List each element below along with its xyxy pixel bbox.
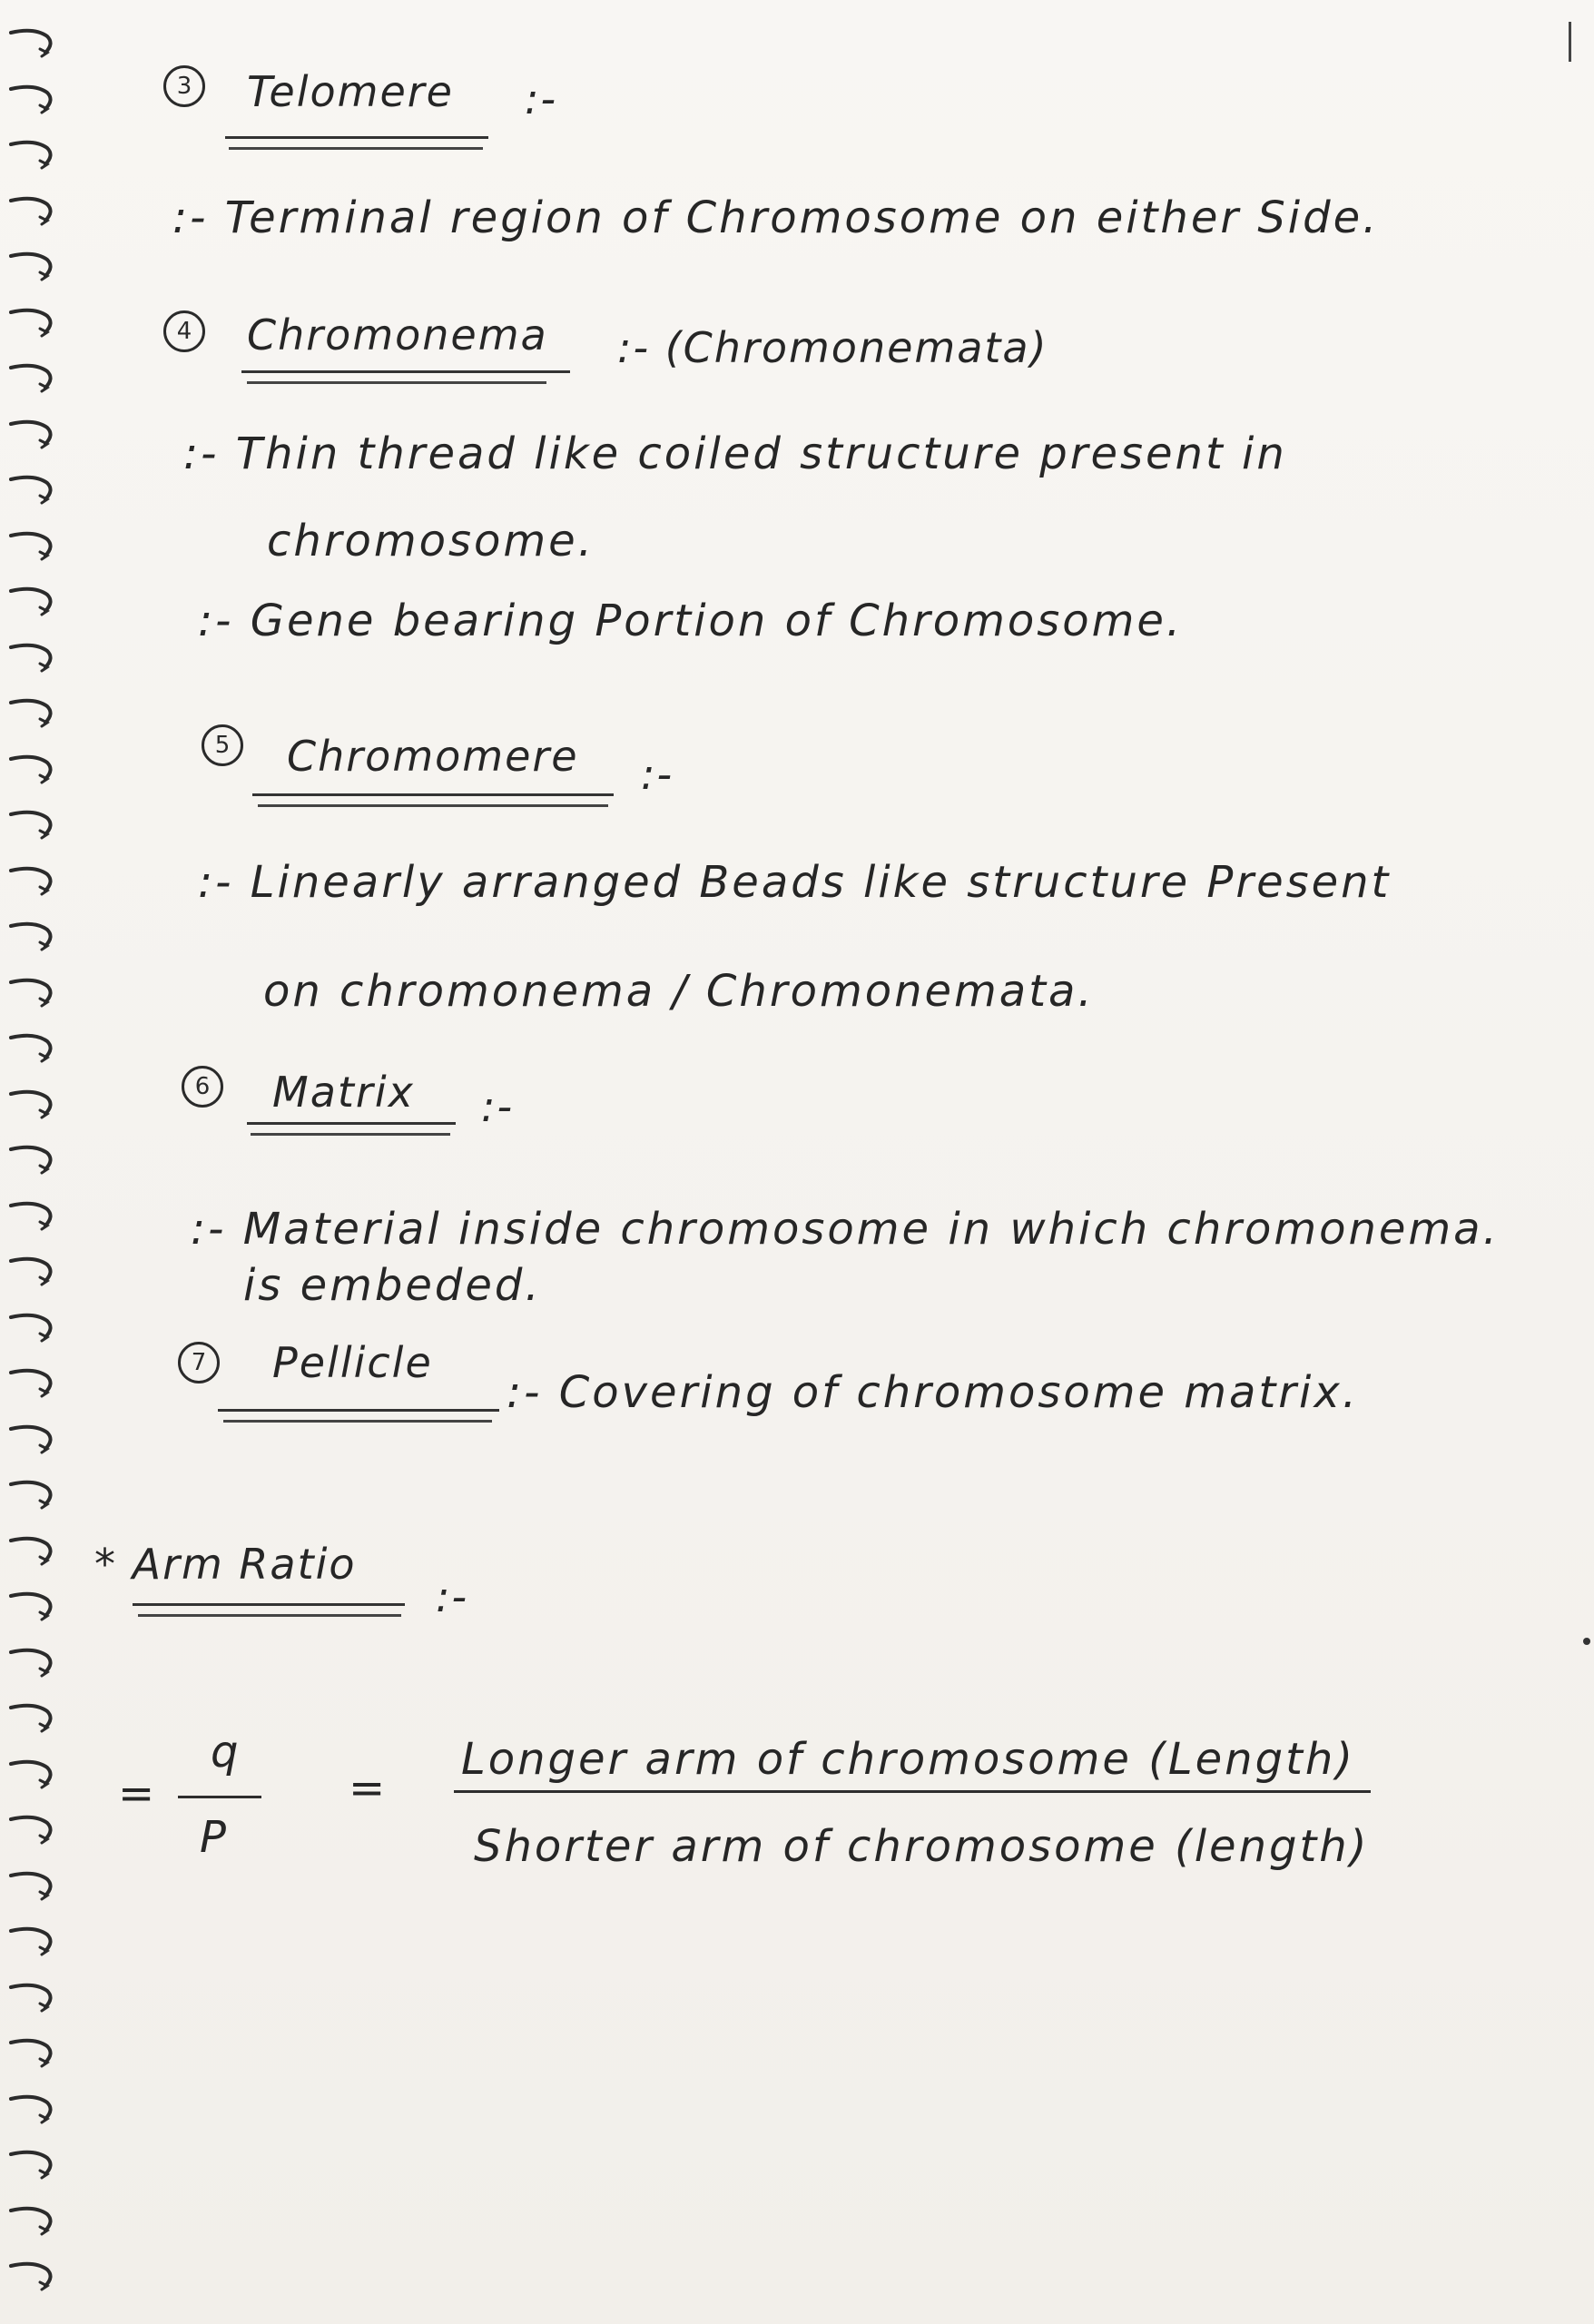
binding-ring — [7, 139, 58, 170]
item-number-badge: 6 — [182, 1066, 223, 1108]
chromonema-heading: Chromonema — [247, 310, 548, 359]
matrix-separator: :- — [481, 1082, 515, 1131]
heading-underline — [247, 1122, 456, 1125]
binding-ring — [7, 1758, 58, 1789]
binding-ring — [7, 1870, 58, 1901]
binding-ring — [7, 530, 58, 561]
telomere-definition: :- Terminal region of Chromosome on either Side. — [172, 192, 1380, 243]
binding-ring — [7, 1256, 58, 1286]
binding-ring — [7, 586, 58, 616]
binding-ring — [7, 1423, 58, 1454]
binding-ring — [7, 1590, 58, 1621]
binding-ring — [7, 921, 58, 951]
telomere-heading: Telomere — [247, 67, 454, 116]
binding-ring — [7, 1479, 58, 1510]
binding-ring — [7, 27, 58, 58]
binding-ring — [7, 419, 58, 449]
binding-ring — [7, 195, 58, 226]
binding-ring — [7, 697, 58, 728]
pen-dot — [1583, 1638, 1590, 1645]
binding-ring — [7, 1312, 58, 1343]
chromonema-separator: :- (Chromonemata) — [617, 323, 1048, 372]
binding-ring — [7, 84, 58, 114]
heading-underline — [223, 1420, 492, 1423]
item-number-badge: 5 — [202, 724, 243, 766]
binding-ring — [7, 1200, 58, 1231]
binding-ring — [7, 1814, 58, 1845]
binding-ring — [7, 977, 58, 1008]
pellicle-heading: Pellicle — [272, 1338, 433, 1387]
heading-underline — [241, 370, 570, 373]
heading-underline — [133, 1603, 405, 1606]
spiral-binding — [0, 0, 73, 2324]
binding-ring — [7, 2260, 58, 2291]
binding-ring — [7, 1647, 58, 1678]
fraction-p: P — [200, 1812, 229, 1863]
chromomere-definition: :- Linearly arranged Beads like structure Present — [198, 857, 1392, 908]
item-number-badge: 4 — [163, 310, 205, 352]
binding-ring — [7, 1088, 58, 1119]
heading-separator: :- — [525, 74, 558, 123]
binding-ring — [7, 1535, 58, 1566]
heading-underline — [251, 1133, 450, 1136]
binding-ring — [7, 1032, 58, 1063]
binding-ring — [7, 1702, 58, 1733]
binding-ring — [7, 251, 58, 281]
binding-ring — [7, 2149, 58, 2180]
binding-ring — [7, 2093, 58, 2124]
binding-ring — [7, 642, 58, 673]
matrix-definition: :- Material inside chromosome in which chromonema. — [191, 1204, 1500, 1255]
chromomere-heading: Chromomere — [287, 732, 579, 781]
heading-underline — [252, 793, 614, 796]
heading-underline — [247, 381, 546, 384]
pellicle-definition: :- Covering of chromosome matrix. — [507, 1367, 1359, 1418]
equals-sign: = — [349, 1763, 389, 1814]
heading-underline — [258, 804, 608, 807]
fraction-bar — [178, 1796, 261, 1798]
chromonema-definition-2: :- Gene bearing Portion of Chromosome. — [198, 596, 1184, 646]
binding-ring — [7, 1925, 58, 1956]
binding-ring — [7, 865, 58, 896]
pen-mark — [1569, 22, 1571, 62]
binding-ring — [7, 1982, 58, 2013]
binding-ring — [7, 2205, 58, 2236]
heading-underline — [138, 1614, 401, 1617]
chromomere-separator: :- — [641, 750, 674, 799]
binding-ring — [7, 1367, 58, 1398]
binding-ring — [7, 753, 58, 784]
arm-ratio-separator: :- — [436, 1572, 469, 1621]
item-number-badge: 3 — [163, 65, 205, 107]
fraction-q: q — [211, 1727, 241, 1777]
ratio-denominator: Shorter arm of chromosome (length) — [474, 1821, 1370, 1872]
binding-ring — [7, 2037, 58, 2068]
heading-underline — [229, 147, 483, 150]
matrix-heading: Matrix — [272, 1068, 415, 1117]
binding-ring — [7, 307, 58, 338]
arm-ratio-heading: * Arm Ratio — [94, 1540, 357, 1589]
chromonema-definition-1: :- Thin thread like coiled structure present in — [183, 428, 1287, 479]
heading-underline — [218, 1409, 499, 1412]
chromonema-definition-1-cont: chromosome. — [267, 516, 595, 566]
binding-ring — [7, 1144, 58, 1175]
equals-sign: = — [118, 1768, 158, 1819]
binding-ring — [7, 474, 58, 505]
matrix-definition-cont: is embeded. — [243, 1260, 542, 1311]
item-number-badge: 7 — [178, 1342, 220, 1384]
ratio-fraction-bar — [454, 1790, 1371, 1793]
chromomere-definition-cont: on chromonema / Chromonemata. — [263, 966, 1095, 1017]
binding-ring — [7, 362, 58, 393]
binding-ring — [7, 809, 58, 840]
heading-underline — [225, 136, 488, 139]
ratio-numerator: Longer arm of chromosome (Length) — [461, 1734, 1356, 1785]
